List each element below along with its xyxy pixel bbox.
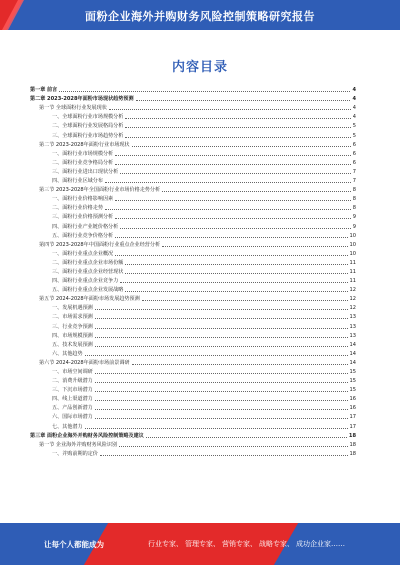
toc-entry[interactable] [30, 420, 356, 429]
toc-leader-dots [132, 146, 351, 147]
toc-entry-text: 第四节 2023-2028年中国面粉行业重点企业经营分析 [39, 241, 161, 248]
toc-entry[interactable] [30, 166, 356, 175]
toc-entry-text: 七、其他潜力 [52, 423, 83, 430]
footer-role: 战略专家、 [259, 540, 294, 548]
toc-entry-text: 六、其他趋势 [52, 350, 83, 357]
toc-leader-dots [162, 191, 351, 192]
toc-entry-page: 14 [349, 359, 356, 366]
toc-leader-dots [120, 228, 351, 229]
toc-entry-page: 4 [352, 105, 356, 112]
toc-entry-page: 4 [352, 96, 356, 103]
toc-leader-dots [119, 446, 347, 447]
toc-leader-dots [115, 255, 347, 256]
toc-entry-page: 12 [349, 296, 356, 303]
toc-leader-dots [95, 318, 348, 319]
toc-entry-text: 三、面粉行业重点企业经营现状 [52, 268, 124, 275]
toc-entry[interactable] [30, 193, 356, 202]
toc-entry-page: 4 [352, 114, 356, 121]
toc-entry[interactable] [30, 84, 356, 93]
toc-leader-dots [105, 182, 351, 183]
toc-entry-text: 二、全球面粉行业发展格局分析 [52, 123, 124, 130]
toc-entry[interactable] [30, 320, 356, 329]
toc-leader-dots [115, 218, 351, 219]
toc-entry[interactable] [30, 366, 356, 375]
toc-entry-text: 一、发展机遇预测 [52, 305, 93, 312]
toc-entry-page: 15 [349, 369, 356, 375]
toc-entry-page: 11 [349, 268, 356, 275]
toc-entry[interactable] [30, 93, 356, 102]
toc-entry-page: 17 [349, 414, 356, 421]
toc-leader-dots [115, 155, 351, 156]
toc-entry-page: 5 [352, 132, 356, 139]
toc-entry[interactable] [30, 284, 356, 293]
toc-entry-text: 第三章 面粉企业海外并购财务风险控制策略及建议 [30, 432, 144, 439]
toc-leader-dots [125, 291, 347, 292]
toc-entry-text: 第一章 前言 [30, 87, 58, 94]
toc-entry-page: 16 [349, 405, 356, 412]
toc-entry-text: 四、面粉行业重点企业竞争力 [52, 278, 119, 285]
toc-leader-dots [95, 418, 348, 419]
toc-entry[interactable] [30, 102, 356, 111]
toc-entry[interactable] [30, 111, 356, 120]
toc-leader-dots [100, 455, 348, 456]
toc-entry-text: 五、技术发展预测 [52, 341, 93, 348]
toc-entry-page: 6 [352, 159, 356, 166]
toc-entry[interactable] [30, 302, 356, 311]
toc-entry-text: 四、面粉行业产业链价格分析 [52, 223, 119, 230]
toc-entry-page: 6 [352, 150, 356, 157]
toc-entry[interactable] [30, 439, 356, 448]
footer-role: 行业专家、 [148, 540, 183, 548]
toc-entry[interactable] [30, 220, 356, 229]
toc-entry-page: 8 [352, 205, 356, 212]
toc-entry-text: 五、面粉行业重点企业发展战略 [52, 287, 124, 294]
toc-entry-page: 7 [352, 168, 356, 175]
toc-entry-text: 四、市场规模预测 [52, 332, 93, 339]
footer-slogan: 让每个人都能成为 [44, 540, 104, 549]
toc-entry-page: 5 [352, 123, 356, 130]
toc-leader-dots [125, 273, 347, 274]
toc-entry[interactable] [30, 129, 356, 138]
header-banner [0, 0, 400, 30]
toc-entry-page: 11 [349, 278, 356, 285]
toc-entry-text: 一、并购前期的定价 [52, 450, 98, 457]
toc-entry[interactable] [30, 266, 356, 275]
toc-entry-text: 三、面粉行业进出口现状分析 [52, 168, 119, 175]
toc-entry-page: 8 [352, 196, 356, 203]
toc-leader-dots [115, 164, 351, 165]
toc-leader-dots [115, 200, 351, 201]
toc-entry-page: 13 [349, 332, 356, 339]
toc-entry[interactable] [30, 175, 356, 184]
toc-entry-page: 4 [352, 87, 356, 94]
toc-entry-page: 9 [352, 223, 356, 230]
toc-leader-dots [125, 137, 350, 138]
toc-entry-page: 15 [349, 387, 356, 394]
toc-entry-text: 二、面粉行业价格走势 [52, 205, 103, 212]
toc-entry[interactable] [30, 348, 356, 357]
toc-leader-dots [115, 237, 347, 238]
toc-entry-page: 13 [349, 314, 356, 321]
toc-leader-dots [59, 91, 350, 92]
toc-entry-page: 12 [349, 287, 356, 294]
table-of-contents [30, 84, 356, 457]
toc-entry[interactable] [30, 430, 356, 439]
toc-entry-text: 二、面粉行业重点企业市场份额 [52, 259, 124, 266]
toc-entry-text: 五、面粉行业竞争价格分析 [52, 232, 114, 239]
toc-entry-text: 五、产品创新潜力 [52, 405, 93, 412]
toc-entry[interactable] [30, 339, 356, 348]
toc-leader-dots [132, 364, 348, 365]
toc-leader-dots [120, 282, 347, 283]
toc-entry-text: 一、全球面粉行业市场规模分析 [52, 114, 124, 121]
toc-entry[interactable] [30, 275, 356, 284]
toc-entry-text: 二、消费升级潜力 [52, 378, 93, 385]
toc-entry[interactable] [30, 248, 356, 257]
toc-entry-text: 一、面粉行业市场规模分析 [52, 150, 114, 157]
toc-entry-page: 11 [349, 259, 356, 266]
toc-entry[interactable] [30, 120, 356, 129]
toc-entry-page: 15 [349, 378, 356, 385]
toc-leader-dots [109, 109, 351, 110]
toc-leader-dots [146, 437, 347, 438]
toc-leader-dots [95, 373, 348, 374]
toc-entry-page: 10 [349, 241, 356, 248]
toc-entry[interactable] [30, 311, 356, 320]
toc-entry-text: 四、线上渠道潜力 [52, 396, 93, 403]
footer-roles [148, 539, 347, 549]
toc-leader-dots [125, 127, 350, 128]
toc-entry[interactable] [30, 393, 356, 402]
toc-entry-text: 第二节 2023-2028年面粉行业市场现状 [39, 141, 130, 148]
toc-leader-dots [95, 382, 348, 383]
toc-entry-page: 6 [352, 141, 356, 148]
toc-entry-text: 第二章 2023-2028年面粉市场现状趋势预测 [30, 96, 134, 103]
toc-entry-page: 8 [352, 187, 356, 194]
toc-entry-page: 9 [352, 214, 356, 221]
toc-entry-text: 第六节 2024-2028年面粉市场前景调研 [39, 359, 130, 366]
toc-entry-page: 16 [349, 396, 356, 403]
toc-leader-dots [162, 246, 347, 247]
toc-entry-text: 第五节 2024-2028年面粉市场发展趋势预测 [39, 296, 140, 303]
toc-entry[interactable] [30, 211, 356, 220]
toc-entry-text: 三、行业竞争预测 [52, 323, 93, 330]
toc-leader-dots [105, 209, 351, 210]
toc-entry[interactable] [30, 402, 356, 411]
toc-leader-dots [120, 173, 351, 174]
toc-entry[interactable] [30, 384, 356, 393]
toc-entry-text: 四、面粉行业区域分布 [52, 178, 103, 185]
toc-entry-text: 第三节 2023-2028年全国面粉行业市场价格走势分析 [39, 187, 161, 194]
toc-entry-page: 12 [349, 305, 356, 312]
toc-entry[interactable] [30, 139, 356, 148]
toc-entry[interactable] [30, 157, 356, 166]
toc-entry-text: 三、下沉市场潜力 [52, 387, 93, 394]
toc-entry-text: 一、面粉行业重点企业概况 [52, 250, 114, 257]
toc-entry[interactable] [30, 375, 356, 384]
toc-entry[interactable] [30, 293, 356, 302]
footer-role: 成功企业家…… [296, 540, 345, 548]
toc-leader-dots [85, 355, 348, 356]
toc-entry[interactable] [30, 448, 356, 457]
toc-entry[interactable] [30, 230, 356, 239]
toc-entry-text: 三、全球面粉行业市场趋势分析 [52, 132, 124, 139]
footer-role: 管理专家、 [185, 540, 220, 548]
toc-title: 内容目录 [171, 60, 228, 75]
header-title: 面粉企业海外并购财务风险控制策略研究报告 [85, 10, 315, 23]
toc-entry-page: 14 [349, 341, 356, 348]
toc-leader-dots [125, 118, 350, 119]
toc-entry-text: 一、面粉行业价格影响因素 [52, 196, 114, 203]
toc-entry[interactable] [30, 202, 356, 211]
toc-leader-dots [142, 300, 348, 301]
toc-leader-dots [125, 264, 347, 265]
toc-entry[interactable] [30, 257, 356, 266]
toc-leader-dots [95, 337, 348, 338]
toc-entry-page: 13 [349, 323, 356, 330]
toc-entry-page: 17 [349, 423, 356, 430]
toc-entry[interactable] [30, 184, 356, 193]
toc-leader-dots [95, 309, 348, 310]
toc-entry[interactable] [30, 411, 356, 420]
toc-entry-page: 7 [352, 178, 356, 185]
toc-entry-text: 二、市场需求预测 [52, 314, 93, 321]
toc-entry[interactable] [30, 330, 356, 339]
toc-leader-dots [95, 400, 348, 401]
footer-role: 营销专家、 [222, 540, 257, 548]
toc-entry[interactable] [30, 357, 356, 366]
toc-entry-text: 三、面粉行业价格预测分析 [52, 214, 114, 221]
toc-entry-text: 第一节 全球面粉行业发展现状 [39, 105, 107, 112]
toc-leader-dots [95, 409, 348, 410]
toc-leader-dots [95, 391, 348, 392]
toc-leader-dots [85, 428, 348, 429]
toc-leader-dots [95, 328, 348, 329]
toc-entry-page: 18 [348, 432, 356, 439]
toc-entry-text: 二、面粉行业竞争格局分析 [52, 159, 114, 166]
footer-banner [0, 523, 400, 565]
toc-entry-page: 10 [349, 250, 356, 257]
toc-leader-dots [95, 346, 348, 347]
toc-entry-text: 一、市场空间调研 [52, 369, 93, 375]
toc-entry[interactable] [30, 239, 356, 248]
toc-leader-dots [136, 100, 351, 101]
toc-entry-page: 10 [349, 232, 356, 239]
toc-entry-page: 18 [349, 441, 356, 448]
toc-entry-page: 14 [349, 350, 356, 357]
toc-entry-text: 第一节 企业海外并购财务风险识别 [39, 441, 118, 448]
toc-entry[interactable] [30, 148, 356, 157]
toc-entry-page: 18 [349, 450, 356, 457]
toc-entry-text: 六、国际市场潜力 [52, 414, 93, 421]
